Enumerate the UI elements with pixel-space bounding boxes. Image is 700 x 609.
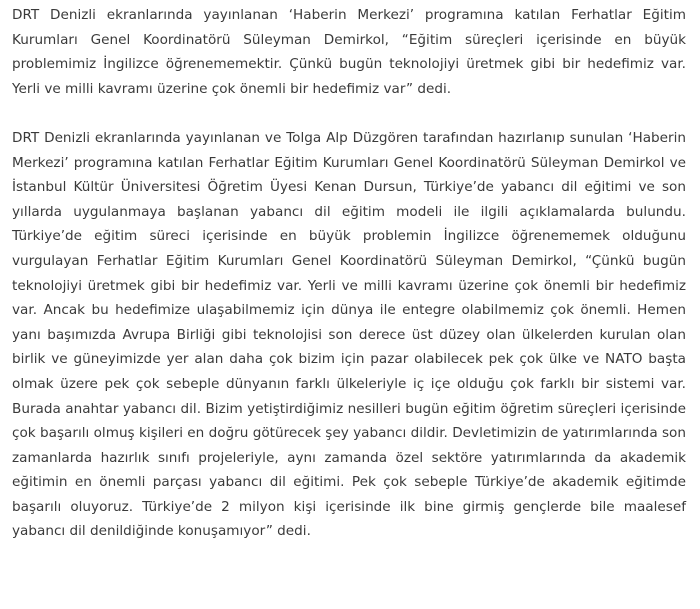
article-paragraph-1: DRT Denizli ekranlarında yayınlanan ‘Haberin Merkezi’ programına katılan Ferhatlar Eğitim Kurumları Genel Koordinatörü Süleyman Demirkol, “Eğitim süreçleri içerisinde en büyük problemimiz İngilizce öğrenememektir. Çünkü bugün teknolojiyi üretmek gibi bir hedefimiz var. Yerli ve milli kavramı üzerine çok önemli bir hedefimiz var” dedi. [12, 7, 686, 97]
article-paragraph-2: DRT Denizli ekranlarında yayınlanan ve Tolga Alp Düzgören tarafından hazırlanıp sunulan ‘Haberin Merkezi’ programına katılan Ferhatlar Eğitim Kurumları Genel Koordinatörü Süleyman Demirkol ve İstanbul Kültür Üniversitesi Öğretim Üyesi Kenan Dursun, Türkiye’de yabancı dil eğitimi ve son yıllarda uygulanmaya başlanan yabancı dil eğitim modeli ile ilgili açıklamalarda bulundu. Türkiye’de eğitim süreci içerisinde en büyük problemin İngilizce öğrenememek olduğunu vurgulayan Ferhatlar Eğitim Kurumları Genel Koordinatörü Süleyman Demirkol, “Çünkü bugün teknolojiyi üretmek gibi bir hedefimiz var. Yerli ve milli kavramı üzerine çok önemli bir hedefimiz var. Ancak bu hedefimize ulaşabilmemiz için dünya ile entegre olabilmemiz çok önemli. Hemen yanı başımızda Avrupa Birliği gibi teknolojisi son derece üst düzey olan ülkelerden kurulan olan birlik ve güneyimizde yer alan daha çok bizim için pazar olabilecek pek çok ülke ve NATO başta olmak üzere pek çok sebeple dünyanın farklı ülkeleriyle iç içe olduğu çok farklı bir sistemi var. Burada anahtar yabancı dil. Bizim yetiştirdiğimiz nesilleri bugün eğitim öğretim süreçleri içerisinde çok başarılı olmuş kişileri en doğru götürecek şey yabancı dildir. Devletimizin de yatırımlarında son zamanlarda hazırlık sınıfı projeleriyle, aynı zamanda özel sektöre yatırımlarında da akademik eğitimin en önemli parçası yabancı dil eğitimi. Pek çok sebeple Türkiye’de akademik eğitimde başarılı oluyoruz. Türkiye’de 2 milyon kişi içerisinde ilk bine girmiş gençlerde bile maalesef yabancı dil denildiğinde konuşamıyor” dedi. [12, 129, 686, 540]
